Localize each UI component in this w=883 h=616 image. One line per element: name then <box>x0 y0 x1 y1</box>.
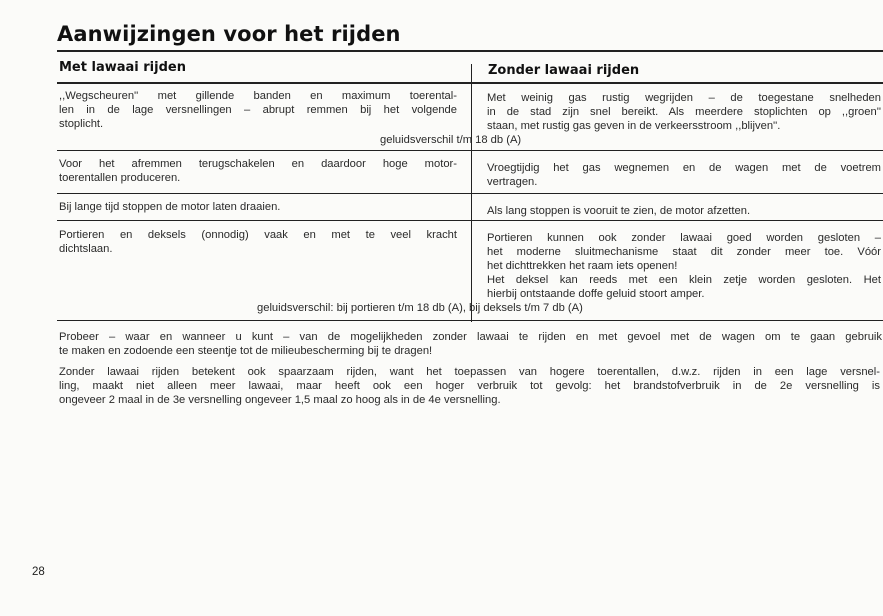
row-2-left-line-1: Voor het afremmen terugschakelen en daardoor hoge motor- <box>59 158 457 170</box>
paragraph-2-line-2: ling, maakt niet alleen meer lawaai, maar heeft ook een hoger verbruik tot gevolg: het brandstofverbruik in de 2e versnelling is <box>59 380 880 392</box>
row-1-left-line-3: stoplicht. <box>59 118 104 130</box>
row-2-separator <box>57 193 883 194</box>
row-4-left-line-1: Portieren en deksels (onnodig) vaak en met te veel kracht <box>59 229 457 241</box>
row-2-left-line-2: toerentallen produceren. <box>59 172 181 184</box>
row-4-left-line-2: dichtslaan. <box>59 243 113 255</box>
row-1-right-line-2: in de stad zijn snel bereikt. Als meerdere stoplichten op ,,groen'' <box>487 106 881 118</box>
page-title: Aanwijzingen voor het rijden <box>57 22 401 46</box>
title-underline <box>57 50 883 52</box>
row-4-right-line-4: Het deksel kan reeds met een klein zetje worden gesloten. Het <box>487 274 881 286</box>
row-1-separator <box>57 150 883 151</box>
row-1-noise-difference: geluidsverschil t/m 18 db (A) <box>380 134 522 146</box>
row-4-right-line-1: Portieren kunnen ook zonder lawaai goed worden gesloten – <box>487 232 881 244</box>
row-3-right-line-1: Als lang stoppen is vooruit te zien, de motor afzetten. <box>487 205 751 217</box>
row-1-right-line-1: Met weinig gas rustig wegrijden – de toegestane snelheden <box>487 92 881 104</box>
paragraph-1-line-1: Probeer – waar en wanneer u kunt – van de mogelijkheden zonder lawaai te rijden en met gevoel met de wagen om te gaan gebruik <box>59 331 882 343</box>
row-1-left-line-2: len in de lage versnellingen – abrupt remmen bij het volgende <box>59 104 457 116</box>
paragraph-1-line-2: te maken en zodoende een steentje tot de milieubescherming bij te dragen! <box>59 345 433 357</box>
right-column-header: Zonder lawaai rijden <box>488 63 640 78</box>
row-4-noise-difference: geluidsverschil: bij portieren t/m 18 db (A), bij deksels t/m 7 db (A) <box>257 302 583 314</box>
row-4-right-line-3: het dichttrekken het raam iets openen! <box>487 260 678 272</box>
row-2-right-line-2: vertragen. <box>487 176 538 188</box>
paragraph-2-line-1: Zonder lawaai rijden betekent ook spaarzaam rijden, want het toepassen van hogere toerentallen, d.w.z. rijden in een lage versnel- <box>59 366 880 378</box>
row-3-separator <box>57 220 883 221</box>
left-column-header: Met lawaai rijden <box>59 60 186 75</box>
row-1-right-line-3: staan, met rustig gas geven in de verkeersstroom ,,blijven''. <box>487 120 781 132</box>
page-number: 28 <box>32 566 45 578</box>
row-1-left-line-1: ,,Wegscheuren'' met gillende banden en maximum toerental- <box>59 90 457 102</box>
row-2-right-line-1: Vroegtijdig het gas wegnemen en de wagen met de voetrem <box>487 162 881 174</box>
table-bottom-rule <box>57 320 883 321</box>
header-underline <box>57 82 883 84</box>
row-3-left-line-1: Bij lange tijd stoppen de motor laten draaien. <box>59 201 281 213</box>
paragraph-2-line-3: ongeveer 2 maal in de 3e versnelling ongeveer 1,5 maal zo hoog als in de 4e versnelling. <box>59 394 501 406</box>
row-4-right-line-2: het moderne sluitmechanisme staat dit zonder meer toe. Vóór <box>487 246 881 258</box>
row-4-right-line-5: hierbij ontstaande doffe geluid stoort amper. <box>487 288 705 300</box>
